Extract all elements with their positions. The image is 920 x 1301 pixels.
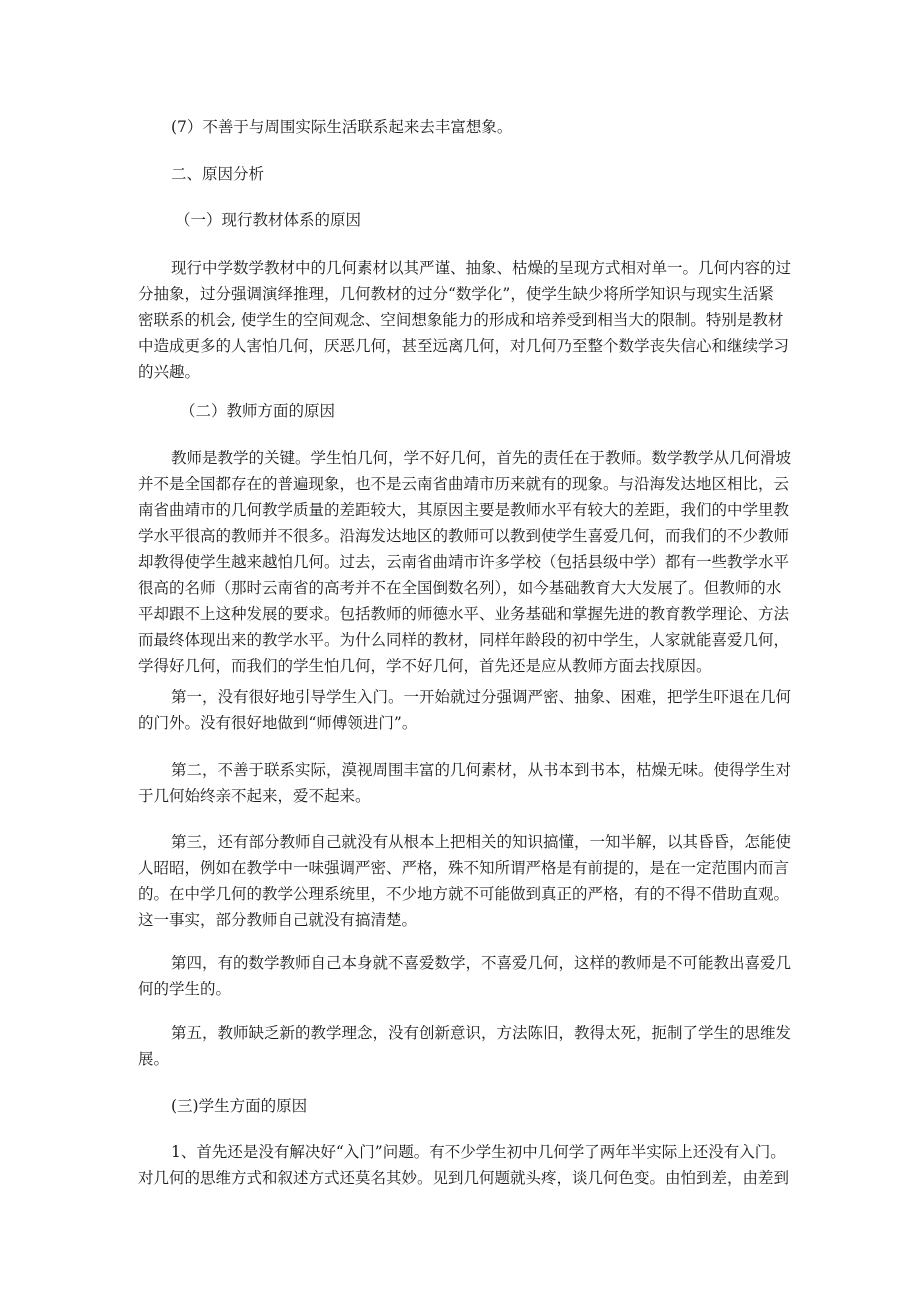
text-line: 1、首先还是没有解决好“入门”问题。有不少学生初中几何学了两年半实际上还没有入门。	[171, 1143, 786, 1161]
text-line: 学水平很高的教师并不很多。沿海发达地区的教师可以教到使学生喜爱几何，而我们的不少教师	[138, 527, 790, 545]
text-line: 现行中学数学教材中的几何素材以其严谨、抽象、枯燥的呈现方式相对单一。几何内容的过	[171, 259, 792, 277]
text-line: 的兴趣。	[138, 363, 201, 381]
section-heading-cause-analysis: 二、原因分析	[171, 165, 265, 183]
text-line: 人昭昭，例如在教学中一味强调严密、严格，殊不知所谓严格是有前提的，是在一定范围内而言	[138, 859, 790, 877]
text-line: 第二，不善于联系实际，漠视周围丰富的几何素材，从书本到书本，枯燥无味。使得学生对	[171, 761, 792, 779]
subheading-teacher: （二）教师方面的原因	[180, 402, 336, 420]
text-line: 第一，没有很好地引导学生入门。一开始就过分强调严密、抽象、困难，把学生吓退在几何	[171, 688, 792, 706]
text-line: 第三，还有部分教师自己就没有从根本上把相关的知识搞懂，一知半解，以其昏昏，怎能使	[171, 833, 792, 851]
text-line: 并不是全国都存在的普遍现象，也不是云南省曲靖市历来就有的现象。与沿海发达地区相比，云	[138, 475, 790, 493]
text-line: 却教得使学生越来越怕几何。过去，云南省曲靖市许多学校（包括县级中学）都有一些教学水平	[138, 553, 790, 571]
text-line: 平却跟不上这种发展的要求。包括教师的师德水平、业务基础和掌握先进的教育教学理论、方法	[138, 605, 790, 623]
text-line: 密联系的机会, 使学生的空间观念、空间想象能力的形成和培养受到相当大的限制。特别是教材	[138, 311, 784, 329]
text-line: 第五，教师缺乏新的教学理念，没有创新意识，方法陈旧，教得太死，扼制了学生的思维发	[171, 1024, 792, 1042]
paragraph-second	[138, 757, 798, 809]
text-line: 而最终体现出来的教学水平。为什么同样的教材，同样年龄段的初中学生，人家就能喜爱几何，	[138, 631, 790, 649]
text-line: 南省曲靖市的几何教学质量的差距较大，其原因主要是教师水平有较大的差距，我们的中学里教	[138, 501, 790, 519]
text-line: 学得好几何，而我们的学生怕几何，学不好几何，首先还是应从教师方面去找原因。	[138, 657, 712, 675]
text-line: 于几何始终亲不起来，爱不起来。	[138, 787, 371, 805]
text-line: 第四，有的数学教师自己本身就不喜爱数学，不喜爱几何，这样的教师是不可能教出喜爱几	[171, 954, 792, 972]
subheading-textbook: （一）现行教材体系的原因	[175, 211, 362, 229]
text-line: 对几何的思维方式和叙述方式还莫名其妙。见到几何题就头疼，谈几何色变。由怕到差，由差到	[138, 1169, 790, 1187]
text-line: 中造成更多的人害怕几何，厌恶几何，甚至远离几何，对几何乃至整个数学丧失信心和继续学习	[138, 337, 790, 355]
text-line: 的门外。没有很好地做到“师傅领进门”。	[138, 714, 418, 732]
text-line: 的。在中学几何的教学公理系统里，不少地方就不可能做到真正的严格，有的不得不借助直观。	[138, 885, 790, 903]
paragraph-fourth	[138, 950, 798, 1002]
paragraph-third	[138, 829, 798, 933]
text-line: 展。	[138, 1050, 170, 1068]
text-line: 分抽象，过分强调演绎推理，几何教材的过分“数学化”，使学生缺少将所学知识与现实生活紧	[138, 285, 774, 303]
subheading-student: (三)学生方面的原因	[171, 1097, 308, 1115]
paragraph-teacher	[138, 445, 798, 679]
text-line: 这一事实，部分教师自己就没有搞清楚。	[138, 911, 418, 929]
paragraph-first	[138, 684, 798, 736]
paragraph-fifth	[138, 1020, 798, 1072]
text-line: 很高的名师（那时云南省的高考并不在全国倒数名列），如今基础教育大大发展了。但教师的水	[138, 579, 782, 597]
paragraph-item-7: (7）不善于与周围实际生活联系起来去丰富想象。	[171, 118, 513, 136]
paragraph-student	[138, 1139, 798, 1191]
paragraph-textbook	[138, 255, 798, 385]
text-line: 何的学生的。	[138, 980, 232, 998]
text-line: 教师是教学的关键。学生怕几何，学不好几何，首先的责任在于教师。数学教学从几何滑坡	[171, 449, 792, 467]
